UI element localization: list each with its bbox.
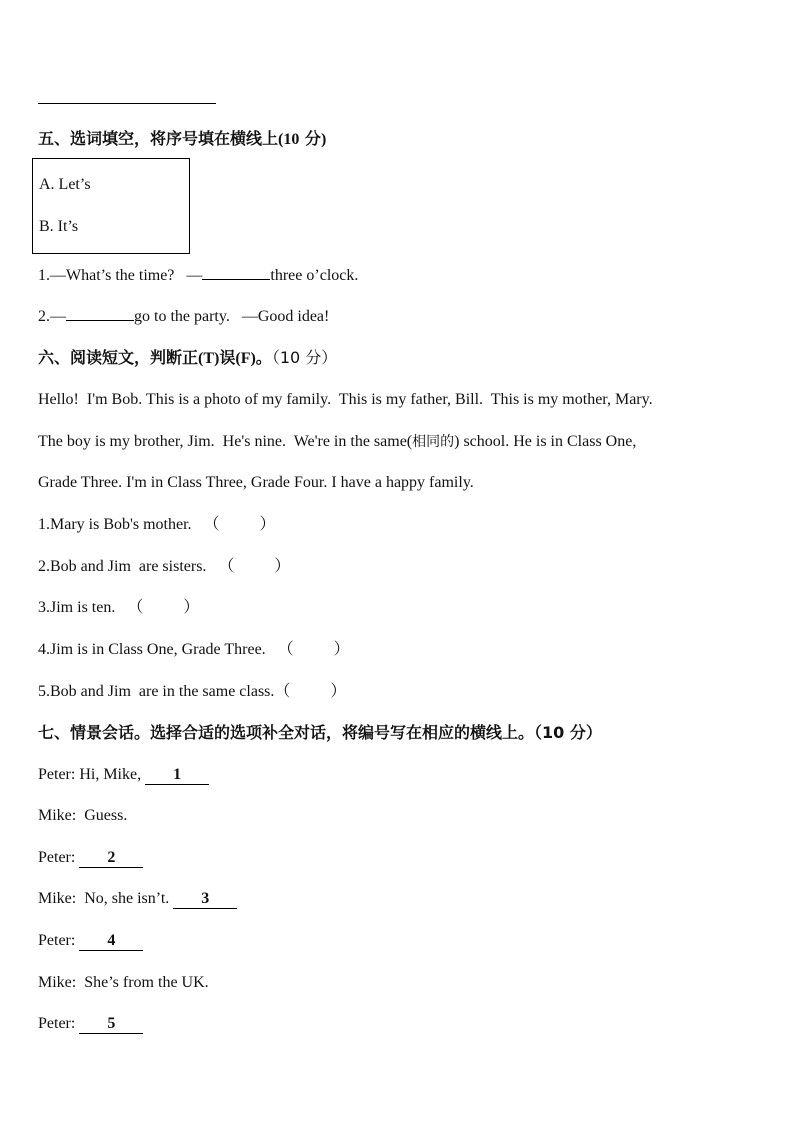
dialog-line-6-text: Mike: She’s from the UK.: [38, 974, 209, 991]
section6-heading-period: 。: [255, 348, 272, 367]
dialog-line-5: [38, 930, 143, 952]
judge-item-3[interactable]: 3.Jim is ten. （ ）: [38, 599, 200, 616]
word-choice-box: [32, 158, 190, 254]
dialog-blank-1[interactable]: 1: [145, 766, 209, 785]
passage-line-2: [38, 431, 636, 453]
dialog-line-2-text: Mike: Guess.: [38, 807, 128, 824]
judge-item-2[interactable]: 2.Bob and Jim are sisters. （ ）: [38, 558, 291, 575]
s5-q2-rest: go to the party. —Good idea!: [134, 308, 330, 325]
section5-score-unit: 分: [304, 129, 321, 148]
section5-score-close: ): [320, 131, 327, 148]
dialog-line-6: [38, 972, 209, 994]
section6-heading-false: (F): [235, 350, 256, 367]
section5-heading: [38, 128, 326, 151]
dialog-blank-5[interactable]: 5: [79, 1015, 143, 1034]
s5-q2-prompt: 2.—: [38, 308, 66, 325]
section7-heading: 七、情景会话。选择合适的选项补全对话，将编号写在相应的横线上。（10 分）: [38, 723, 602, 742]
dialog-line-1-text: Peter: Hi, Mike,: [38, 766, 146, 783]
s5-question-1: [38, 265, 358, 287]
section6-heading-mid: 误: [219, 348, 236, 367]
dialog-line-7: [38, 1013, 143, 1035]
judge-item-4[interactable]: 4.Jim is in Class One, Grade Three. （ ）: [38, 641, 350, 658]
s5-q1-rest: three o’clock.: [270, 267, 359, 284]
dialog-blank-4[interactable]: 4: [79, 932, 143, 951]
dialog-line-3: [38, 847, 143, 869]
s5-q1-prompt: 1.—What’s the time? —: [38, 267, 203, 284]
section5-heading-text: 五、选词填空，将序号填在横线上: [38, 129, 279, 148]
top-divider-line: [38, 103, 216, 104]
judge-item-1[interactable]: 1.Mary is Bob's mother. （ ）: [38, 516, 276, 533]
section6-score: （10 分）: [271, 348, 338, 367]
dialog-blank-3[interactable]: 3: [173, 890, 237, 909]
section6-heading: [38, 347, 337, 370]
choice-option-a: A. Let’s: [39, 176, 91, 193]
dialog-line-3-text: Peter:: [38, 849, 80, 866]
dialog-line-5-text: Peter:: [38, 932, 80, 949]
judge-item-5[interactable]: 5.Bob and Jim are in the same class.（ ）: [38, 683, 347, 700]
dialog-line-4: [38, 888, 237, 910]
section6-heading-text: 六、阅读短文，判断正: [38, 348, 199, 367]
s5-q2-blank[interactable]: [66, 320, 134, 321]
passage-line-2-b: ) school. He is in Class One,: [454, 433, 637, 450]
dialog-line-4-text: Mike: No, she isn’t.: [38, 890, 174, 907]
s5-q1-blank[interactable]: [202, 279, 270, 280]
passage-line-3: Grade Three. I'm in Class Three, Grade Four. I have a happy family.: [38, 474, 474, 491]
passage-line-2-a: The boy is my brother, Jim. He's nine. We're in the same(: [38, 433, 413, 450]
passage-gloss: 相同的: [412, 434, 455, 450]
dialog-line-2: [38, 805, 127, 827]
s5-question-2: [38, 306, 329, 328]
dialog-line-1: [38, 764, 209, 786]
section6-heading-true: (T): [198, 350, 220, 367]
dialog-line-7-text: Peter:: [38, 1015, 80, 1032]
dialog-blank-2[interactable]: 2: [79, 849, 143, 868]
passage-line-1: Hello! I'm Bob. This is a photo of my family. This is my father, Bill. This is my mother, Mary.: [38, 391, 653, 408]
choice-option-b: B. It’s: [39, 218, 79, 235]
section5-score: (10: [278, 131, 300, 148]
